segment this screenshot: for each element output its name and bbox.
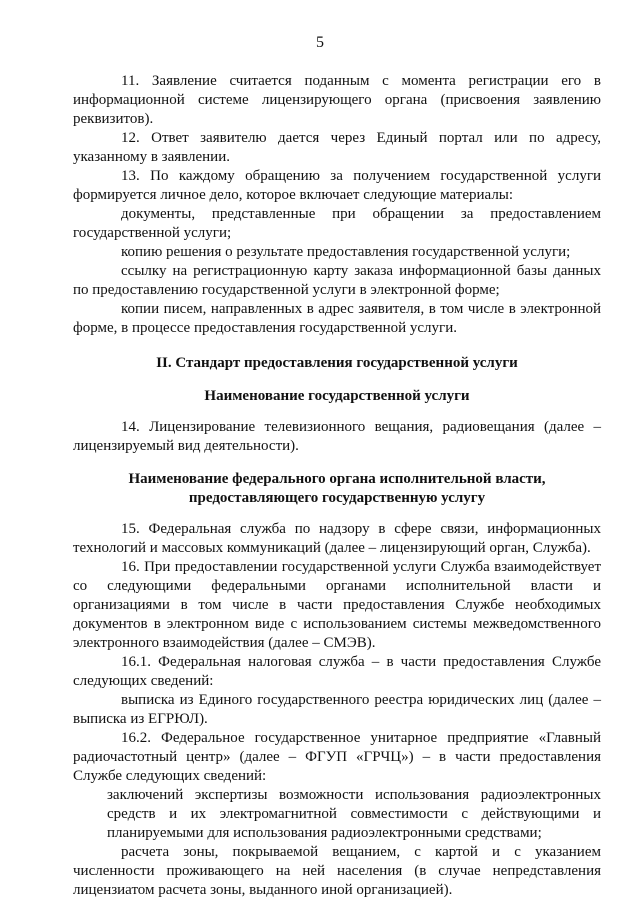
paragraph-16-2-item-expertise: заключений экспертизы возможности использования радиоэлектронных средств и их электромагнитной совместимости с действующими и планируемыми для использования радиоэлектронными средствами; <box>107 787 601 841</box>
paragraph-11: 11. Заявление считается поданным с момента регистрации его в информационной системе лицензирующего органа (присвоения заявлению реквизитов). <box>73 73 601 127</box>
paragraph-16-1-item: выписка из Единого государственного реестра юридических лиц (далее – выписка из ЕГРЮЛ). <box>73 692 601 727</box>
paragraph-16-2: 16.2. Федеральное государственное унитарное предприятие «Главный радиочастотный центр» (далее – ФГУП «ГРЧЦ») – в части предоставления Службе следующих сведений: <box>73 730 601 784</box>
paragraph-16-1: 16.1. Федеральная налоговая служба – в части предоставления Службе следующих сведений: <box>73 654 601 689</box>
paragraph-13-item-letters: копии писем, направленных в адрес заявителя, в том числе в электронной форме, в процессе предоставления государственной услуги. <box>73 301 601 336</box>
section-heading: II. Стандарт предоставления государственной услуги <box>156 355 518 371</box>
paragraph-14: 14. Лицензирование телевизионного вещания, радиовещания (далее – лицензируемый вид деятельности). <box>73 419 601 454</box>
document-body <box>73 72 601 900</box>
paragraph-13-item-documents: документы, представленные при обращении за предоставлением государственной услуги; <box>73 206 601 241</box>
paragraph-12: 12. Ответ заявителю дается через Единый портал или по адресу, указанному в заявлении. <box>73 130 601 165</box>
paragraph-16-2-item-zone: расчета зоны, покрываемой вещанием, с картой и с указанием численности проживающего на ней населения (в случае непредставления лицензиатом расчета зоны, выданного иной организацией). <box>73 844 601 898</box>
paragraph-13-item-decision: копию решения о результате предоставления государственной услуги; <box>121 244 571 260</box>
page-number: 5 <box>316 34 324 51</box>
paragraph-13: 13. По каждому обращению за получением государственной услуги формируется личное дело, которое включает следующие материалы: <box>73 168 601 203</box>
subheading-federal-organ: Наименование федерального органа исполнительной власти, предоставляющего государственную услугу <box>128 471 546 506</box>
paragraph-15: 15. Федеральная служба по надзору в сфере связи, информационных технологий и массовых коммуникаций (далее – лицензирующий орган, Служба). <box>73 521 601 556</box>
paragraph-16: 16. При предоставлении государственной услуги Служба взаимодействует со следующими федеральными органами исполнительной власти и организациями в том числе в части предоставления Службе необходимых документов в электронном виде с использованием системы межведомственного электронного взаимодействия (далее – СМЭВ). <box>73 559 601 651</box>
subheading-service-name: Наименование государственной услуги <box>204 388 470 404</box>
paragraph-13-item-link: ссылку на регистрационную карту заказа информационной базы данных по предоставлению государственной услуги в электронной форме; <box>73 263 601 298</box>
